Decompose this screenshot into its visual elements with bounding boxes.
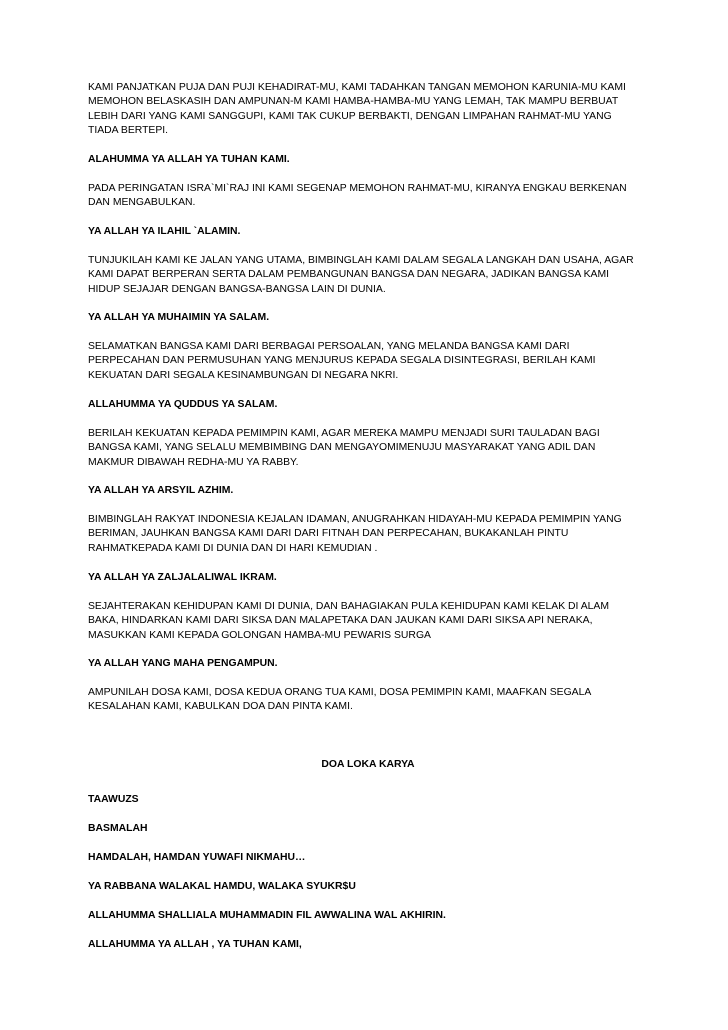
prayer-paragraph: KAMI PANJATKAN PUJA DAN PUJI KEHADIRAT-MU, KAMI TADAHKAN TANGAN MEMOHON KARUNIA-MU KAMI MEMOHON BELASKASIH DAN AMPUNAN-M KAMI HAMBA-HAMBA-MU YANG LEMAH, TAK MAMPU BERBUAT LEBIH DARI YANG KAMI SANGGUPI, KAMI TAK CUKUP BERBAKTI, DENGAN LIMPAHAN RAHMAT-MU YANG TIADA BERTEPI. [88,82,626,137]
prayer-paragraph: BERILAH KEKUATAN KEPADA PEMIMPIN KAMI, AGAR MEREKA MAMPU MENJADI SURI TAULADAN BAGI BANGSA KAMI, YANG SELALU MEMBIMBING DAN MENGAYOMIMENUJU MASYARAKAT YANG ADIL DAN MAKMUR DIBAWAH REDHA-MU YA RABBY. [88,428,600,468]
section-item: YA RABBANA WALAKAL HAMDU, WALAKA SYUKR$U [88,881,356,892]
prayer-paragraph: BIMBINGLAH RAKYAT INDONESIA KEJALAN IDAMAN, ANUGRAHKAN HIDAYAH-MU KEPADA PEMIMPIN YANG BERIMAN, JAUHKAN BANGSA KAMI DARI DARI FITNAH DAN PERPECAHAN, BUKAKANLAH PINTU RAHMATKEPADA KAMI DI DUNIA DAN DI HARI KEMUDIAN . [88,514,622,554]
prayer-paragraph: TUNJUKILAH KAMI KE JALAN YANG UTAMA, BIMBINGLAH KAMI DALAM SEGALA LANGKAH DAN USAHA, AGAR KAMI DAPAT BERPERAN SERTA DALAM PEMBANGUNAN BANGSA DAN NEGARA, JADIKAN BANGSA KAMI HIDUP SEJAJAR DENGAN BANGSA-BANGSA LAIN DI DUNIA. [88,255,634,295]
section-item: BASMALAH [88,823,148,834]
prayer-paragraph: AMPUNILAH DOSA KAMI, DOSA KEDUA ORANG TUA KAMI, DOSA PEMIMPIN KAMI, MAAFKAN SEGALA KESALAHAN KAMI, KABULKAN DOA DAN PINTA KAMI. [88,687,592,713]
prayer-heading: ALLAHUMMA YA QUDDUS YA SALAM. [88,399,278,410]
prayer-heading: YA ALLAH YA ZALJALALIWAL IKRAM. [88,572,277,583]
section-item: TAAWUZS [88,794,139,805]
prayer-heading: YA ALLAH YA MUHAIMIN YA SALAM. [88,312,270,323]
section-title: DOA LOKA KARYA [321,759,415,770]
section-item: HAMDALAH, HAMDAN YUWAFI NIKMAHU… [88,852,306,863]
prayer-heading: YA ALLAH YANG MAHA PENGAMPUN. [88,658,278,669]
prayer-paragraph: PADA PERINGATAN ISRA`MI`RAJ INI KAMI SEGENAP MEMOHON RAHMAT-MU, KIRANYA ENGKAU BERKENAN DAN MENGABULKAN. [88,183,627,209]
section-item: ALLAHUMMA SHALLIALA MUHAMMADIN FIL AWWALINA WAL AKHIRIN. [88,910,446,921]
section-item: ALLAHUMMA YA ALLAH , YA TUHAN KAMI, [88,939,302,950]
prayer-heading: ALAHUMMA YA ALLAH YA TUHAN KAMI. [88,154,290,165]
prayer-heading: YA ALLAH YA ILAHIL `ALAMIN. [88,226,241,237]
document-page [88,0,648,1030]
prayer-paragraph: SELAMATKAN BANGSA KAMI DARI BERBAGAI PERSOALAN, YANG MELANDA BANGSA KAMI DARI PERPECAHAN DAN PERMUSUHAN YANG MENJURUS KEPADA SEGALA DISINTEGRASI, BERILAH KAMI KEKUATAN DARI SEGALA KESINAMBUNGAN DI NEGARA NKRI. [88,341,596,381]
prayer-heading: YA ALLAH YA ARSYIL AZHIM. [88,485,234,496]
prayer-paragraph: SEJAHTERAKAN KEHIDUPAN KAMI DI DUNIA, DAN BAHAGIAKAN PULA KEHIDUPAN KAMI KELAK DI ALAM BAKA, HINDARKAN KAMI DARI SIKSA DAN MALAPETAKA DAN JAUKAN KAMI DARI SIKSA API NERAKA, MASUKKAN KAMI KEPADA GOLONGAN HAMBA-MU PEWARIS SURGA [88,601,610,641]
